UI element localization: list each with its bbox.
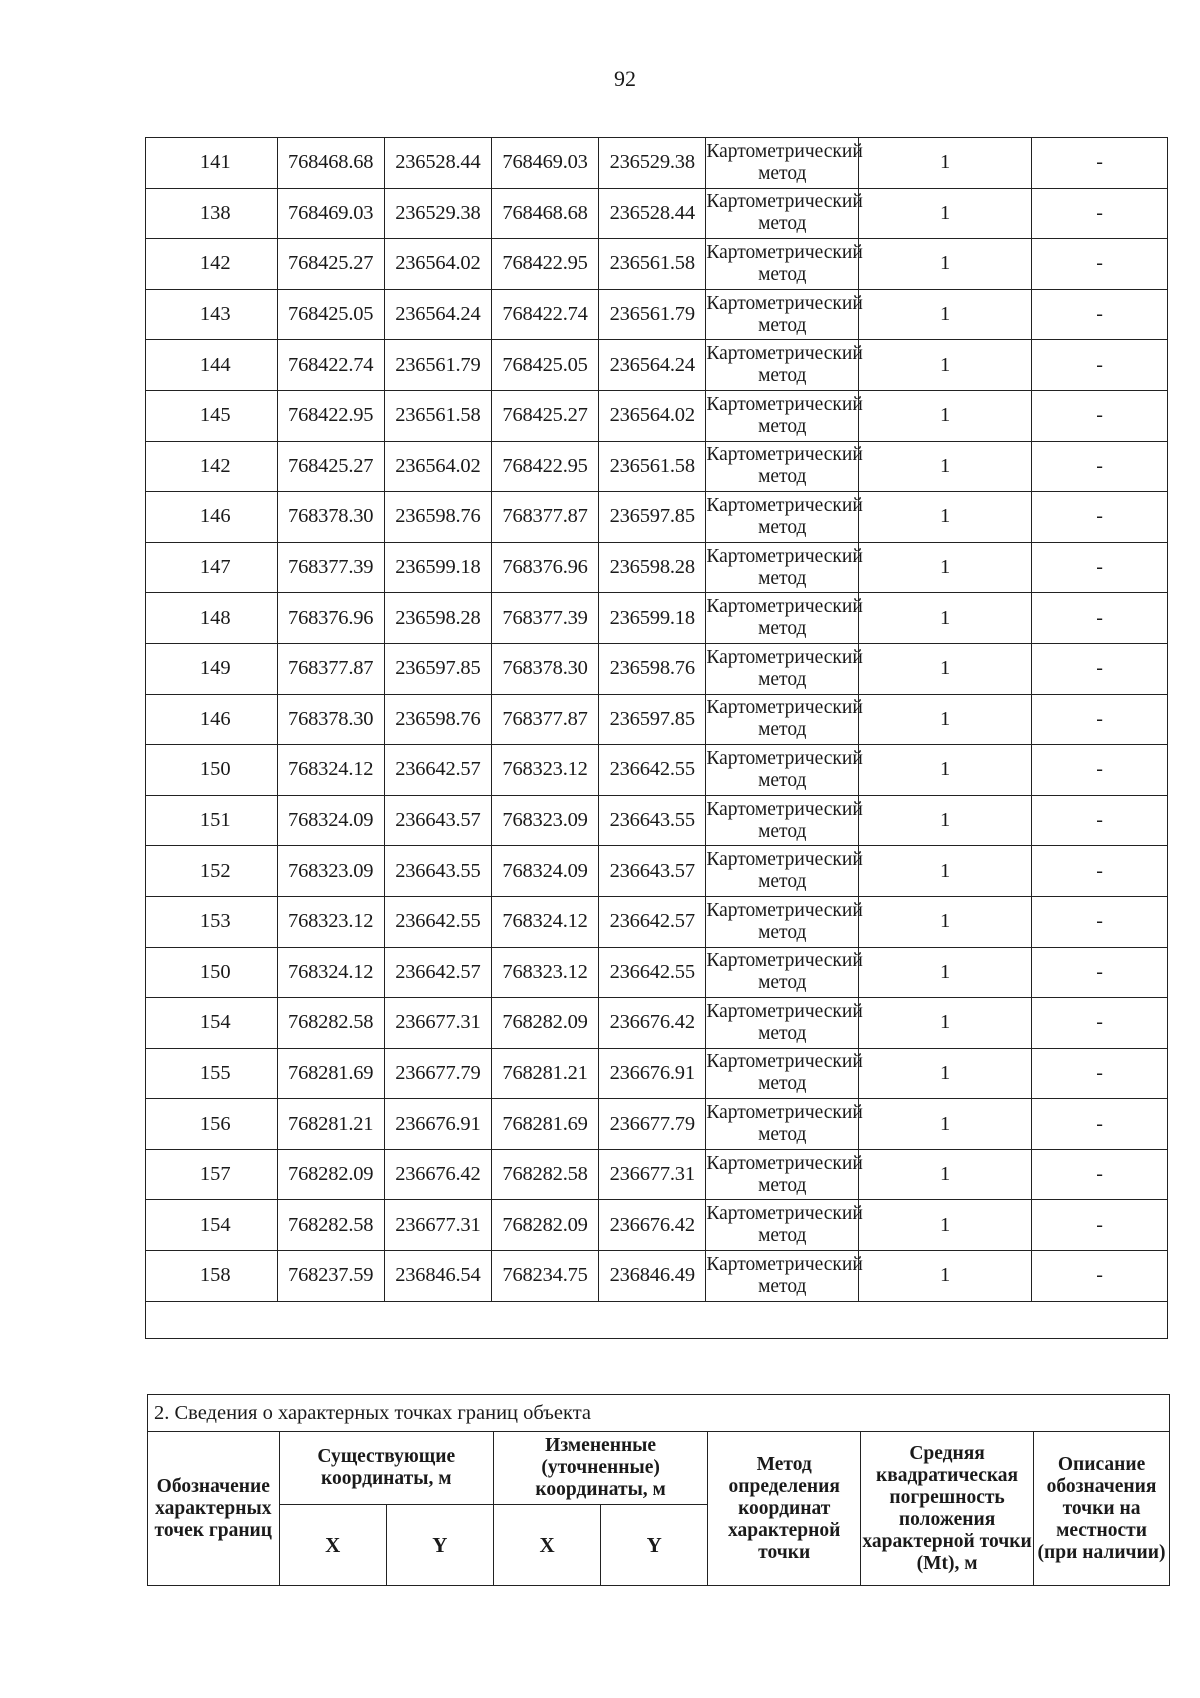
existing-y-cell: 236561.58 (384, 390, 491, 441)
existing-x-cell: 768237.59 (277, 1251, 384, 1302)
existing-x-cell: 768378.30 (277, 694, 384, 745)
changed-y-cell: 236642.55 (599, 745, 706, 796)
changed-x-cell: 768324.09 (491, 846, 598, 897)
description-cell: - (1032, 998, 1168, 1049)
description-cell: - (1032, 896, 1168, 947)
description-cell: - (1032, 1149, 1168, 1200)
existing-x-cell: 768324.12 (277, 745, 384, 796)
changed-y-cell: 236642.55 (599, 947, 706, 998)
accuracy-cell: 1 (859, 795, 1032, 846)
description-cell: - (1032, 1200, 1168, 1251)
description-cell: - (1032, 340, 1168, 391)
method-cell: Картометрический метод (706, 542, 859, 593)
header-changed-x: X (493, 1505, 600, 1586)
changed-y-cell: 236561.79 (599, 289, 706, 340)
changed-y-cell: 236676.42 (599, 1200, 706, 1251)
section-2-header-table (147, 1394, 1170, 1586)
description-cell: - (1032, 492, 1168, 543)
changed-x-cell: 768425.27 (491, 390, 598, 441)
changed-y-cell: 236598.76 (599, 643, 706, 694)
table-row (146, 896, 1168, 947)
changed-x-cell: 768469.03 (491, 138, 598, 189)
changed-y-cell: 236676.91 (599, 1048, 706, 1099)
description-cell: - (1032, 795, 1168, 846)
table-row (146, 593, 1168, 644)
table-row (146, 694, 1168, 745)
method-cell: Картометрический метод (706, 745, 859, 796)
table-row (146, 643, 1168, 694)
existing-x-cell: 768422.74 (277, 340, 384, 391)
changed-x-cell: 768282.09 (491, 998, 598, 1049)
point-number-cell: 153 (146, 896, 278, 947)
existing-y-cell: 236642.55 (384, 896, 491, 947)
section-2-title: 2. Сведения о характерных точках границ объекта (148, 1395, 1170, 1432)
point-number-cell: 154 (146, 1200, 278, 1251)
existing-y-cell: 236564.02 (384, 441, 491, 492)
table-row (146, 1200, 1168, 1251)
method-cell: Картометрический метод (706, 239, 859, 290)
changed-y-cell: 236643.55 (599, 795, 706, 846)
description-cell: - (1032, 138, 1168, 189)
method-cell: Картометрический метод (706, 441, 859, 492)
header-existing-x: X (279, 1505, 386, 1586)
changed-y-cell: 236564.02 (599, 390, 706, 441)
existing-x-cell: 768282.58 (277, 1200, 384, 1251)
existing-x-cell: 768425.27 (277, 239, 384, 290)
accuracy-cell: 1 (859, 188, 1032, 239)
description-cell: - (1032, 947, 1168, 998)
existing-x-cell: 768469.03 (277, 188, 384, 239)
table-row (146, 340, 1168, 391)
changed-x-cell: 768323.12 (491, 947, 598, 998)
point-number-cell: 155 (146, 1048, 278, 1099)
table-row (146, 846, 1168, 897)
changed-x-cell: 768281.21 (491, 1048, 598, 1099)
description-cell: - (1032, 239, 1168, 290)
accuracy-cell: 1 (859, 289, 1032, 340)
point-number-cell: 141 (146, 138, 278, 189)
table-row (146, 947, 1168, 998)
accuracy-cell: 1 (859, 846, 1032, 897)
table-row (146, 492, 1168, 543)
existing-y-cell: 236846.54 (384, 1251, 491, 1302)
existing-x-cell: 768323.12 (277, 896, 384, 947)
accuracy-cell: 1 (859, 542, 1032, 593)
accuracy-cell: 1 (859, 998, 1032, 1049)
changed-y-cell: 236677.79 (599, 1099, 706, 1150)
method-cell: Картометрический метод (706, 138, 859, 189)
table-row (146, 1149, 1168, 1200)
accuracy-cell: 1 (859, 441, 1032, 492)
changed-y-cell: 236599.18 (599, 593, 706, 644)
point-number-cell: 138 (146, 188, 278, 239)
existing-y-cell: 236564.24 (384, 289, 491, 340)
existing-y-cell: 236597.85 (384, 643, 491, 694)
changed-y-cell: 236677.31 (599, 1149, 706, 1200)
existing-y-cell: 236564.02 (384, 239, 491, 290)
existing-x-cell: 768323.09 (277, 846, 384, 897)
header-changed-coords: Измененные (уточненные) координаты, м (493, 1432, 707, 1505)
page-number: 92 (614, 66, 636, 91)
point-number-cell: 143 (146, 289, 278, 340)
method-cell: Картометрический метод (706, 593, 859, 644)
table-row (146, 998, 1168, 1049)
method-cell: Картометрический метод (706, 643, 859, 694)
existing-x-cell: 768377.87 (277, 643, 384, 694)
existing-x-cell: 768324.09 (277, 795, 384, 846)
point-number-cell: 158 (146, 1251, 278, 1302)
accuracy-cell: 1 (859, 1149, 1032, 1200)
description-cell: - (1032, 745, 1168, 796)
description-cell: - (1032, 390, 1168, 441)
description-cell: - (1032, 1099, 1168, 1150)
method-cell: Картометрический метод (706, 846, 859, 897)
table-row (146, 1048, 1168, 1099)
description-cell: - (1032, 643, 1168, 694)
point-number-cell: 142 (146, 239, 278, 290)
existing-x-cell: 768425.27 (277, 441, 384, 492)
point-number-cell: 150 (146, 745, 278, 796)
changed-y-cell: 236528.44 (599, 188, 706, 239)
method-cell: Картометрический метод (706, 947, 859, 998)
header-method: Метод определения координат характерной точки (708, 1432, 861, 1586)
accuracy-cell: 1 (859, 593, 1032, 644)
table-row (146, 239, 1168, 290)
empty-cell (146, 1301, 1168, 1338)
method-cell: Картометрический метод (706, 340, 859, 391)
method-cell: Картометрический метод (706, 896, 859, 947)
existing-x-cell: 768422.95 (277, 390, 384, 441)
method-cell: Картометрический метод (706, 1048, 859, 1099)
changed-y-cell: 236846.49 (599, 1251, 706, 1302)
table-row (146, 542, 1168, 593)
table-row (146, 441, 1168, 492)
existing-y-cell: 236642.57 (384, 745, 491, 796)
accuracy-cell: 1 (859, 1200, 1032, 1251)
description-cell: - (1032, 1048, 1168, 1099)
existing-x-cell: 768282.09 (277, 1149, 384, 1200)
method-cell: Картометрический метод (706, 1099, 859, 1150)
table-row (146, 390, 1168, 441)
accuracy-cell: 1 (859, 1099, 1032, 1150)
description-cell: - (1032, 593, 1168, 644)
existing-y-cell: 236598.28 (384, 593, 491, 644)
existing-y-cell: 236676.42 (384, 1149, 491, 1200)
header-existing-coords: Существующие координаты, м (279, 1432, 493, 1505)
point-number-cell: 147 (146, 542, 278, 593)
changed-x-cell: 768324.12 (491, 896, 598, 947)
changed-x-cell: 768377.87 (491, 694, 598, 745)
header-designation: Обозначение характерных точек границ (148, 1432, 280, 1586)
point-number-cell: 154 (146, 998, 278, 1049)
existing-x-cell: 768378.30 (277, 492, 384, 543)
accuracy-cell: 1 (859, 492, 1032, 543)
accuracy-cell: 1 (859, 390, 1032, 441)
description-cell: - (1032, 188, 1168, 239)
header-changed-y: Y (601, 1505, 708, 1586)
changed-x-cell: 768282.58 (491, 1149, 598, 1200)
table-row (146, 1251, 1168, 1302)
description-cell: - (1032, 694, 1168, 745)
description-cell: - (1032, 289, 1168, 340)
existing-y-cell: 236643.55 (384, 846, 491, 897)
point-number-cell: 142 (146, 441, 278, 492)
existing-y-cell: 236677.79 (384, 1048, 491, 1099)
table-row (146, 188, 1168, 239)
table-row (146, 795, 1168, 846)
changed-x-cell: 768323.12 (491, 745, 598, 796)
existing-y-cell: 236529.38 (384, 188, 491, 239)
changed-y-cell: 236564.24 (599, 340, 706, 391)
point-number-cell: 146 (146, 694, 278, 745)
existing-y-cell: 236677.31 (384, 1200, 491, 1251)
method-cell: Картометрический метод (706, 289, 859, 340)
table-row (146, 289, 1168, 340)
changed-x-cell: 768376.96 (491, 542, 598, 593)
existing-x-cell: 768324.12 (277, 947, 384, 998)
existing-y-cell: 236642.57 (384, 947, 491, 998)
existing-x-cell: 768425.05 (277, 289, 384, 340)
method-cell: Картометрический метод (706, 492, 859, 543)
method-cell: Картометрический метод (706, 188, 859, 239)
changed-y-cell: 236642.57 (599, 896, 706, 947)
changed-x-cell: 768378.30 (491, 643, 598, 694)
existing-y-cell: 236561.79 (384, 340, 491, 391)
method-cell: Картометрический метод (706, 390, 859, 441)
accuracy-cell: 1 (859, 1251, 1032, 1302)
point-number-cell: 146 (146, 492, 278, 543)
existing-x-cell: 768281.69 (277, 1048, 384, 1099)
changed-x-cell: 768282.09 (491, 1200, 598, 1251)
point-number-cell: 157 (146, 1149, 278, 1200)
table-row (146, 745, 1168, 796)
point-number-cell: 150 (146, 947, 278, 998)
changed-y-cell: 236597.85 (599, 492, 706, 543)
accuracy-cell: 1 (859, 340, 1032, 391)
existing-y-cell: 236599.18 (384, 542, 491, 593)
header-description: Описание обозначения точки на местности (при наличии) (1034, 1432, 1170, 1586)
accuracy-cell: 1 (859, 239, 1032, 290)
changed-x-cell: 768281.69 (491, 1099, 598, 1150)
accuracy-cell: 1 (859, 896, 1032, 947)
changed-y-cell: 236597.85 (599, 694, 706, 745)
point-number-cell: 145 (146, 390, 278, 441)
changed-x-cell: 768323.09 (491, 795, 598, 846)
accuracy-cell: 1 (859, 694, 1032, 745)
existing-x-cell: 768376.96 (277, 593, 384, 644)
method-cell: Картометрический метод (706, 694, 859, 745)
changed-x-cell: 768422.95 (491, 441, 598, 492)
existing-y-cell: 236677.31 (384, 998, 491, 1049)
accuracy-cell: 1 (859, 947, 1032, 998)
changed-x-cell: 768234.75 (491, 1251, 598, 1302)
description-cell: - (1032, 1251, 1168, 1302)
accuracy-cell: 1 (859, 1048, 1032, 1099)
changed-y-cell: 236598.28 (599, 542, 706, 593)
point-number-cell: 148 (146, 593, 278, 644)
description-cell: - (1032, 542, 1168, 593)
point-number-cell: 149 (146, 643, 278, 694)
point-number-cell: 151 (146, 795, 278, 846)
accuracy-cell: 1 (859, 745, 1032, 796)
point-number-cell: 144 (146, 340, 278, 391)
existing-y-cell: 236676.91 (384, 1099, 491, 1150)
header-existing-y: Y (386, 1505, 493, 1586)
existing-y-cell: 236598.76 (384, 492, 491, 543)
accuracy-cell: 1 (859, 643, 1032, 694)
existing-x-cell: 768282.58 (277, 998, 384, 1049)
coordinates-table (145, 137, 1168, 1339)
changed-x-cell: 768422.95 (491, 239, 598, 290)
existing-x-cell: 768281.21 (277, 1099, 384, 1150)
description-cell: - (1032, 441, 1168, 492)
changed-x-cell: 768422.74 (491, 289, 598, 340)
accuracy-cell: 1 (859, 138, 1032, 189)
changed-y-cell: 236676.42 (599, 998, 706, 1049)
method-cell: Картометрический метод (706, 998, 859, 1049)
existing-x-cell: 768377.39 (277, 542, 384, 593)
point-number-cell: 156 (146, 1099, 278, 1150)
existing-y-cell: 236643.57 (384, 795, 491, 846)
changed-y-cell: 236561.58 (599, 239, 706, 290)
method-cell: Картометрический метод (706, 1251, 859, 1302)
method-cell: Картометрический метод (706, 1200, 859, 1251)
method-cell: Картометрический метод (706, 795, 859, 846)
existing-y-cell: 236598.76 (384, 694, 491, 745)
changed-x-cell: 768425.05 (491, 340, 598, 391)
existing-x-cell: 768468.68 (277, 138, 384, 189)
method-cell: Картометрический метод (706, 1149, 859, 1200)
empty-row (146, 1301, 1168, 1338)
changed-x-cell: 768377.87 (491, 492, 598, 543)
point-number-cell: 152 (146, 846, 278, 897)
table-row (146, 1099, 1168, 1150)
changed-x-cell: 768468.68 (491, 188, 598, 239)
description-cell: - (1032, 846, 1168, 897)
existing-y-cell: 236528.44 (384, 138, 491, 189)
changed-y-cell: 236529.38 (599, 138, 706, 189)
changed-y-cell: 236643.57 (599, 846, 706, 897)
header-accuracy: Средняя квадратическая погрешность положения характерной точки (Mt), м (861, 1432, 1034, 1586)
table-row (146, 138, 1168, 189)
changed-x-cell: 768377.39 (491, 593, 598, 644)
changed-y-cell: 236561.58 (599, 441, 706, 492)
